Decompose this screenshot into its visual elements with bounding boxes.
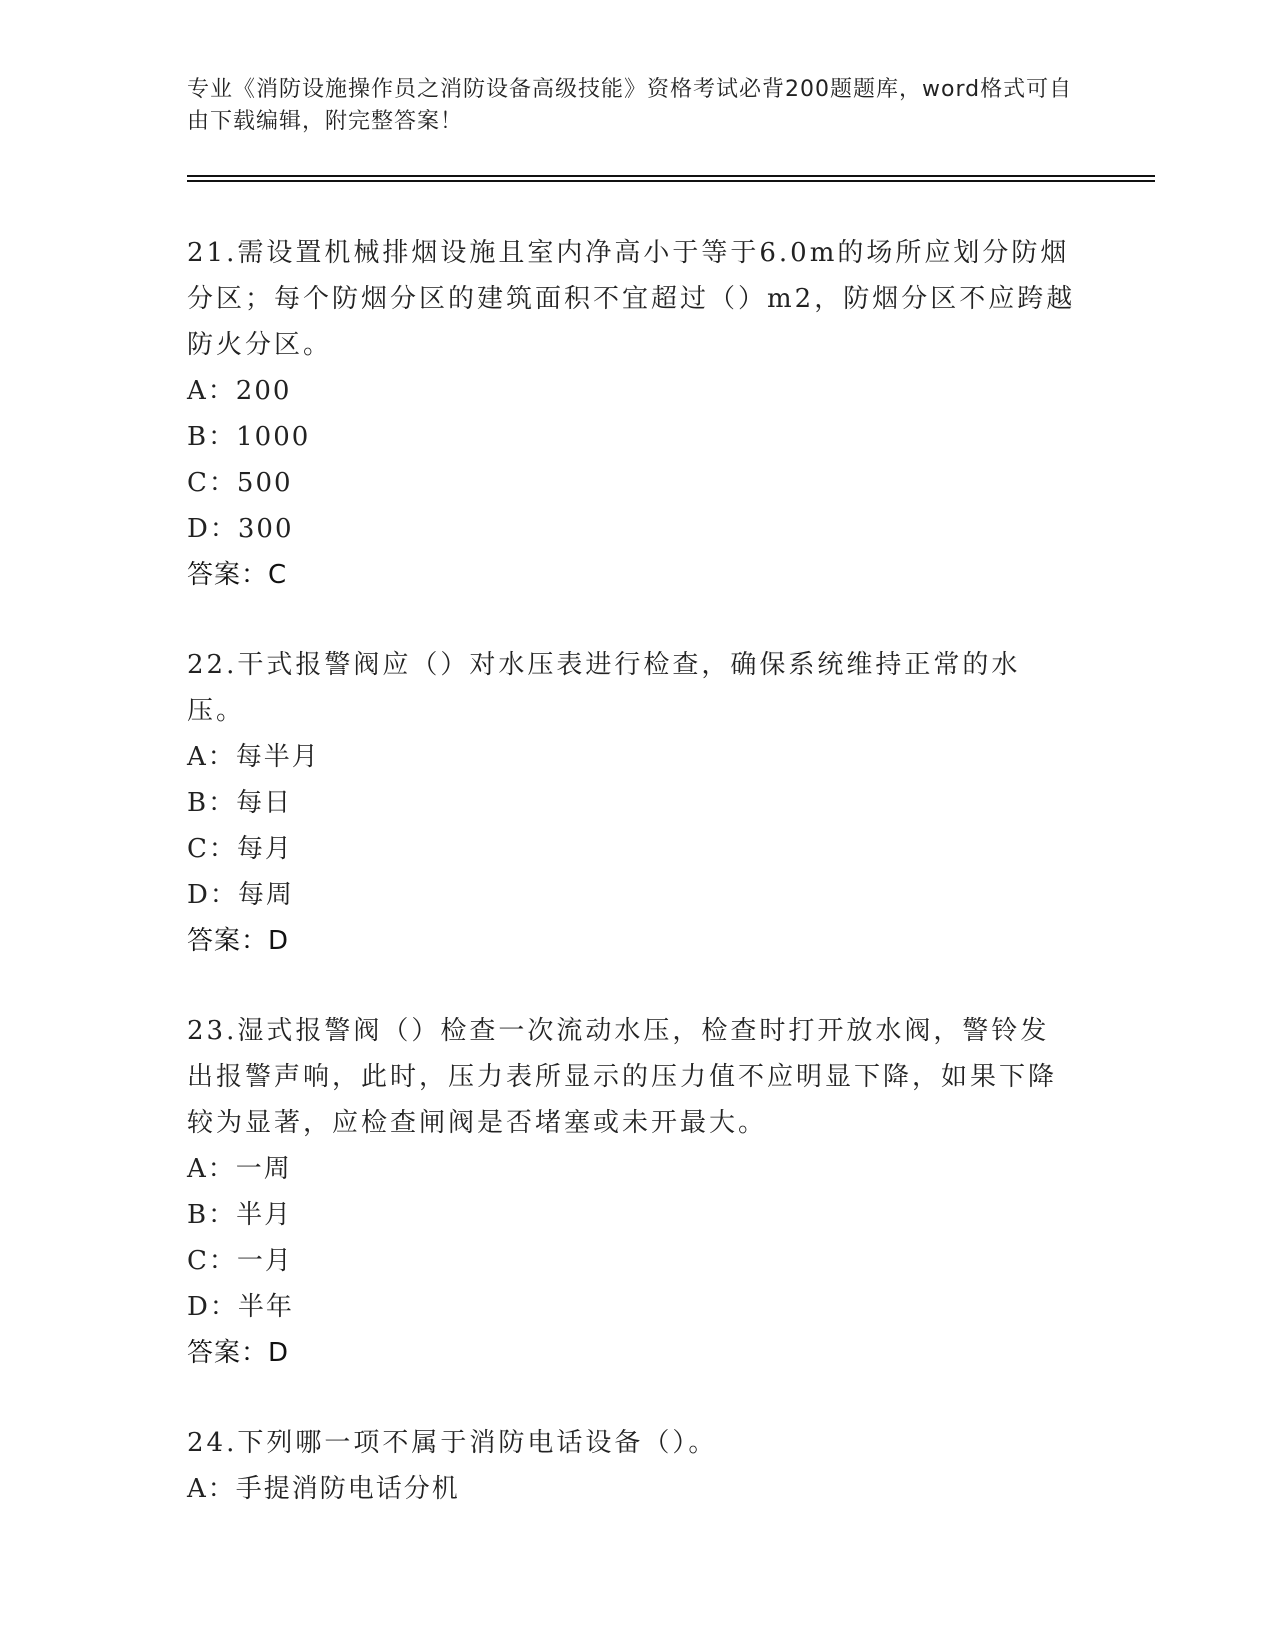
option-text: 半月 (236, 1200, 293, 1230)
option-c (187, 1238, 1077, 1284)
option-text: 300 (237, 514, 294, 544)
option-key: D： (187, 1292, 238, 1322)
option-key: D： (187, 514, 238, 544)
option-text: 每周 (237, 880, 294, 910)
option-key: A： (187, 1154, 236, 1184)
option-key: C： (187, 834, 237, 864)
question-list (187, 230, 1077, 1512)
option-text: 每半月 (235, 742, 320, 772)
option-text: 一月 (236, 1246, 293, 1276)
option-text: 200 (235, 376, 292, 406)
header-divider-bottom (187, 180, 1155, 182)
option-key: D： (187, 880, 238, 910)
question-stem: 21.需设置机械排烟设施且室内净高小于等于6.0m的场所应划分防烟分区；每个防烟分区的建筑面积不宜超过（）m2，防烟分区不应跨越防火分区。 (187, 238, 1076, 360)
option-c (187, 460, 1077, 506)
option-text: 每月 (236, 834, 293, 864)
question-stem: 22.干式报警阀应（）对水压表进行检查，确保系统维持正常的水压。 (187, 650, 1021, 726)
option-b (187, 780, 1077, 826)
question-spacer (187, 964, 1077, 1008)
option-a (187, 734, 1077, 780)
option-key: C： (187, 468, 237, 498)
option-key: B： (187, 1200, 237, 1230)
option-text: 1000 (236, 422, 311, 452)
option-text: 手提消防电话分机 (235, 1474, 460, 1504)
option-d (187, 1284, 1077, 1330)
question-spacer (187, 1376, 1077, 1420)
option-key: C： (187, 1246, 237, 1276)
option-a (187, 368, 1077, 414)
answer-line: 答案：C (187, 560, 288, 590)
option-key: A： (187, 742, 236, 772)
question-spacer (187, 598, 1077, 642)
answer-line: 答案：D (187, 1338, 290, 1368)
question-stem: 23.湿式报警阀（）检查一次流动水压，检查时打开放水阀，警铃发出报警声响，此时，压力表所显示的压力值不应明显下降，如果下降较为显著，应检查闸阀是否堵塞或未开最大。 (187, 1016, 1058, 1138)
option-key: A： (187, 1474, 236, 1504)
option-text: 半年 (237, 1292, 294, 1322)
option-d (187, 506, 1077, 552)
option-a (187, 1466, 1077, 1512)
option-text: 500 (236, 468, 293, 498)
option-key: B： (187, 422, 237, 452)
option-key: A： (187, 376, 236, 406)
answer-line: 答案：D (187, 926, 290, 956)
option-text: 每日 (236, 788, 293, 818)
header-divider-top (187, 175, 1155, 177)
document-header: 专业《消防设施操作员之消防设备高级技能》资格考试必背200题题库，word格式可自由下载编辑，附完整答案！ (187, 77, 1073, 134)
option-d (187, 872, 1077, 918)
option-text: 一周 (235, 1154, 292, 1184)
question-21 (187, 230, 1077, 598)
question-22 (187, 642, 1077, 964)
option-b (187, 1192, 1077, 1238)
option-c (187, 826, 1077, 872)
question-stem: 24.下列哪一项不属于消防电话设备（）。 (187, 1428, 718, 1458)
question-24 (187, 1420, 1077, 1512)
option-a (187, 1146, 1077, 1192)
question-23 (187, 1008, 1077, 1376)
option-b (187, 414, 1077, 460)
option-key: B： (187, 788, 237, 818)
